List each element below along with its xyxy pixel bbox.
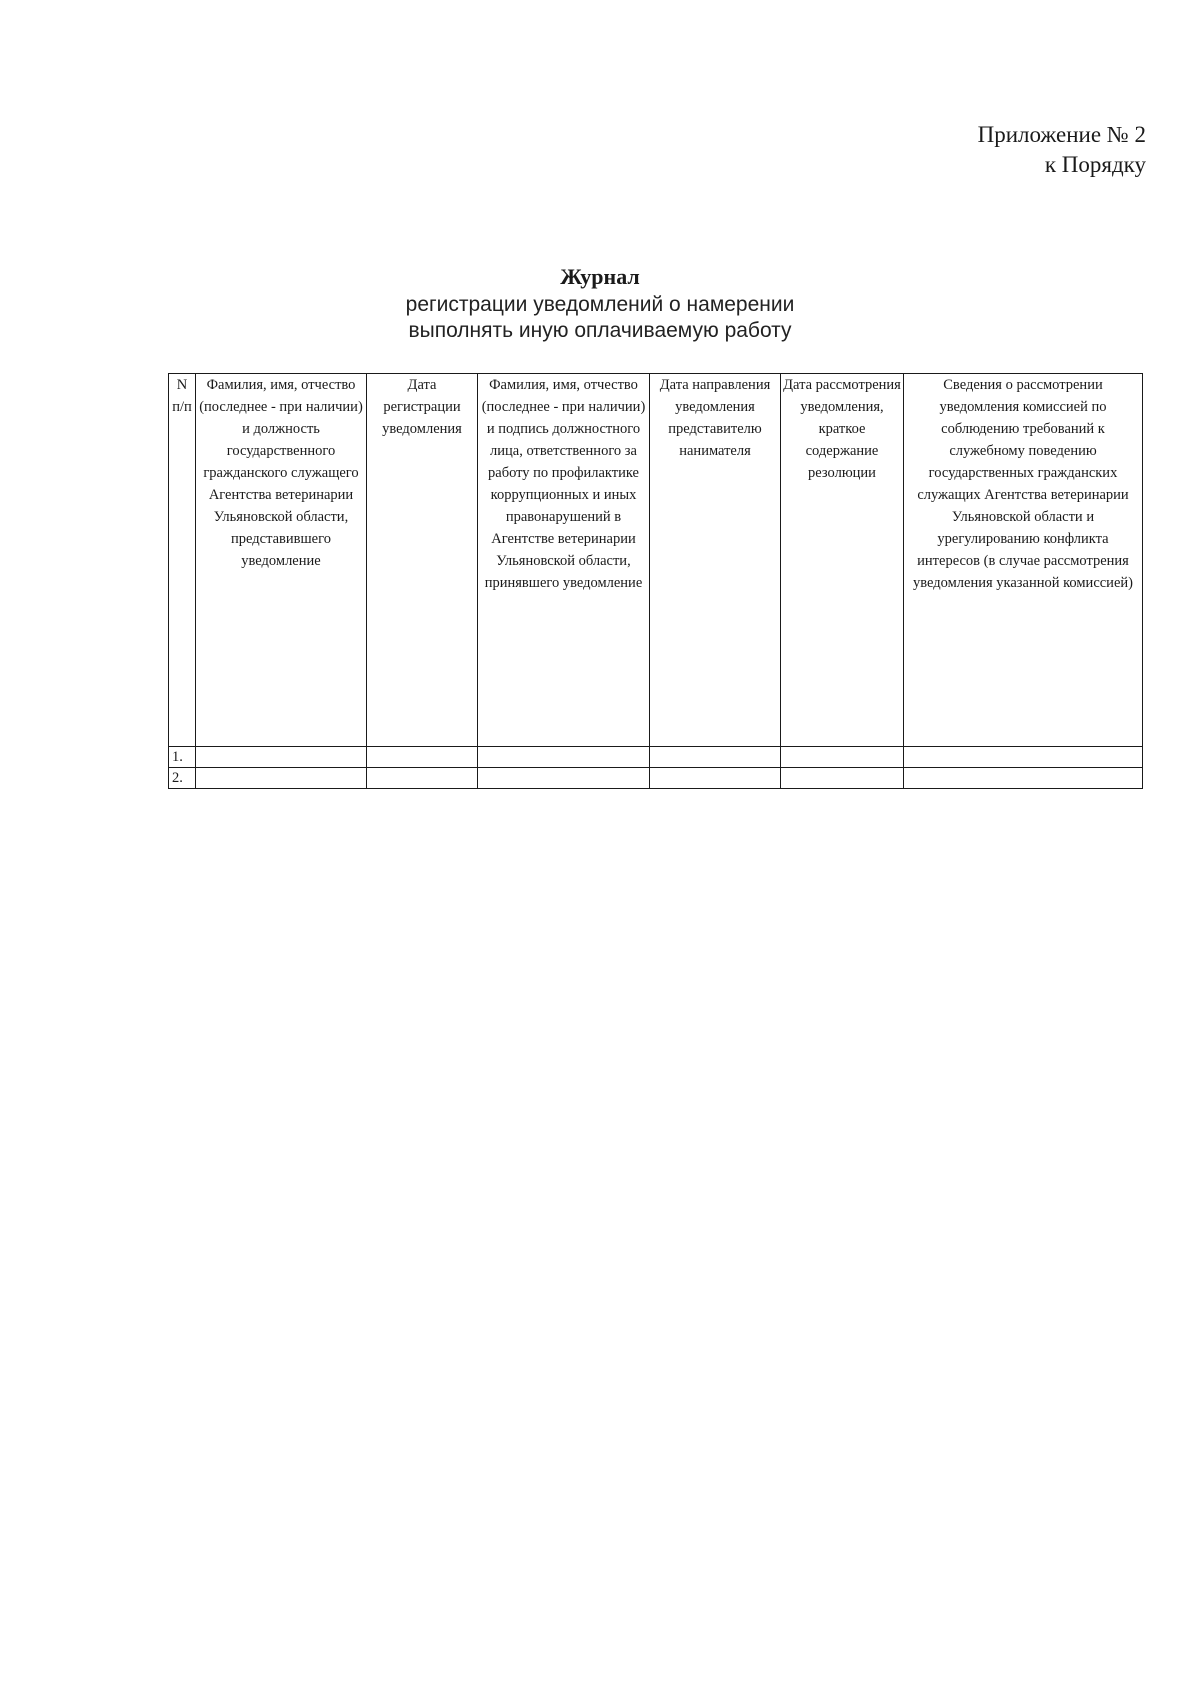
table-row xyxy=(169,768,1143,789)
table-cell xyxy=(904,747,1143,768)
table-cell xyxy=(904,768,1143,789)
table-cell xyxy=(650,768,781,789)
column-header-number: N п/п xyxy=(169,374,196,747)
column-header-registration-date: Дата регистрации уведомления xyxy=(367,374,478,747)
document-subtitle-line-1: регистрации уведомлений о намерении xyxy=(405,293,795,316)
table-cell xyxy=(781,747,904,768)
table-cell xyxy=(650,747,781,768)
table-cell xyxy=(196,768,367,789)
table-cell xyxy=(196,747,367,768)
table-cell xyxy=(781,768,904,789)
column-header-employee: Фамилия, имя, отчество (последнее - при наличии) и должность государственного гражданского служащего Агентства ветеринарии Ульяновской области, представившего уведомление xyxy=(196,374,367,747)
column-header-forwarding-date: Дата направления уведомления представителю нанимателя xyxy=(650,374,781,747)
table-cell xyxy=(478,768,650,789)
table-cell xyxy=(367,747,478,768)
column-header-commission-review: Сведения о рассмотрении уведомления комиссией по соблюдению требований к служебному поведению государственных гражданских служащих Агентства ветеринарии Ульяновской области и урегулированию конфликта интересов (в случае рассмотрения уведомления указанной комиссией) xyxy=(904,374,1143,747)
document-title: Журнал xyxy=(560,264,640,289)
appendix-reference: к Порядку xyxy=(1044,152,1146,177)
table-header-row xyxy=(169,374,1143,747)
row-number: 1. xyxy=(169,747,196,768)
table-cell xyxy=(367,768,478,789)
appendix-note xyxy=(978,120,1146,180)
appendix-number: Приложение № 2 xyxy=(977,122,1146,147)
column-header-responsible-official: Фамилия, имя, отчество (последнее - при наличии) и подпись должностного лица, ответственного за работу по профилактике коррупционных и иных правонарушений в Агентстве ветеринарии Ульяновской области, принявшего уведомление xyxy=(478,374,650,747)
column-header-review-date: Дата рассмотрения уведомления, краткое содержание резолюции xyxy=(781,374,904,747)
document-heading xyxy=(0,262,1200,344)
table-row xyxy=(169,747,1143,768)
table-cell xyxy=(478,747,650,768)
journal-table xyxy=(168,373,1143,789)
document-subtitle-line-2: выполнять иную оплачиваемую работу xyxy=(408,319,792,342)
row-number: 2. xyxy=(169,768,196,789)
